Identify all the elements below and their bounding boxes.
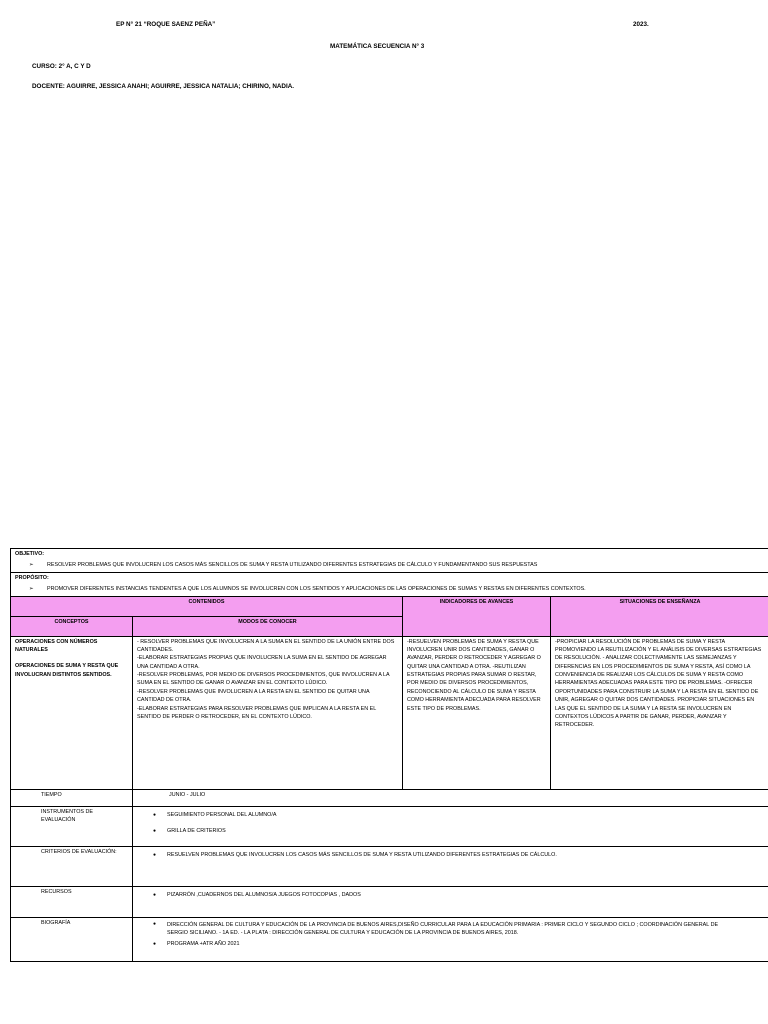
conceptos-header: CONCEPTOS bbox=[11, 616, 133, 636]
header-row-1 bbox=[11, 596, 768, 616]
criterios-label: CRITERIOS DE EVALUACIÓN: bbox=[11, 846, 133, 886]
course-line: CURSO: 2° A, C Y D bbox=[32, 63, 91, 70]
criterios-cell bbox=[133, 846, 768, 886]
instrumentos-cell bbox=[133, 806, 768, 846]
round-bullet-icon: ● bbox=[153, 941, 157, 948]
modo-4: -RESOLVER PROBLEMAS QUE INVOLUCREN A LA RESTA EN EL SENTIDO DE QUITAR UNA CANTIDAD DE OTRA. bbox=[137, 688, 370, 704]
purpose-label: PROPÓSITO: bbox=[11, 572, 768, 583]
objective-row bbox=[11, 559, 768, 572]
tiempo-label: TIEMPO bbox=[11, 789, 133, 806]
indicadores-header: INDICADORES DE AVANCES bbox=[403, 596, 551, 636]
biografia-cell bbox=[133, 917, 768, 961]
teachers-line: DOCENTE: AGUIRRE, JESSICA ANAHI; AGUIRRE, JESSICA NATALIA; CHIRINO, NADIA. bbox=[32, 83, 295, 90]
school-year: 2023. bbox=[633, 21, 649, 28]
situaciones-cell: -PROPICIAR LA RESOLUCIÓN DE PROBLEMAS DE SUMA Y RESTA PROMOVIENDO LA REUTILIZACIÓN Y EL ANÁLISIS DE DIVERSAS ESTRATEGIAS DE RESOLUCIÓN. - ANALIZAR COLECTIVAMENTE LAS SEMEJANZAS Y DIFERENCIAS EN LOS PROCEDIMIENTOS DE SUMA Y RESTA, ASÍ COMO LA CONVENIENCIA DE REALIZAR LOS CÁLCULOS DE SUMA Y RESTA COMO HERRAMIENTAS ADECUADAS PARA ESTE TIPO DE PROBLEMAS. -OFRECER OPORTUNIDADES PARA CONSTRUIR LA SUMA Y LA RESTA EN EL SENTIDO DE UNIR, AGREGAR O QUITAR DOS CANTIDADES. PROPICIAR SITUACIONES EN LAS QUE EL SENTIDO DE LA SUMA Y LA RESTA SE INVOLUCREN EN CONTEXTOS LÚDICOS A PARTIR DE GANAR, PERDER, AVANZAR Y RETROCEDER. bbox=[551, 636, 768, 789]
recursos-row bbox=[11, 886, 768, 917]
indicadores-cell: -RESUELVEN PROBLEMAS DE SUMA Y RESTA QUE INVOLUCREN UNIR DOS CANTIDADES, GANAR O AVANZAR, PERDER O RETROCEDER Y AGREGAR O QUITAR UNA CANTIDAD A OTRA. -REUTILIZAN ESTRATEGIAS PROPIAS PARA SUMAR O RESTAR, POR MEDIO DE DIVERSOS PROCEDIMIENTOS, RECONOCIENDO AL CÁLCULO DE SUMA Y RESTA COMO HERRAMIENTA ADECUADA PARA RESOLVER ESTE TIPO DE PROBLEMAS. bbox=[403, 636, 551, 789]
round-bullet-icon: ● bbox=[153, 920, 157, 927]
round-bullet-icon: ● bbox=[153, 811, 157, 818]
arrow-bullet-icon: ➢ bbox=[29, 586, 34, 593]
situaciones-header: SITUACIONES DE ENSEÑANZA bbox=[551, 596, 768, 636]
contenidos-header: CONTENIDOS bbox=[11, 596, 403, 616]
content-row bbox=[11, 636, 768, 789]
modo-5: -ELABORAR ESTRATEGIAS PARA RESOLVER PROBLEMAS QUE IMPLICAN A LA RESTA EN EL SENTIDO DE PERDER O RETROCEDER, EN EL CONTEXTO LÚDICO. bbox=[137, 705, 377, 720]
list-item: ● DIRECCIÓN GENERAL DE CULTURA Y EDUCACIÓN DE LA PROVINCIA DE BUENOS AIRES,DISEÑO CURRICULAR PARA LA EDUCACIÓN PRIMARIA : PRIMER CICLO Y SEGUNDO CICLO ; COORDINACIÓN GENERAL DE SERGIO SICILIANO. - 1A ED. - LA PLATA : DIRECCIÓN GENERAL DE CULTURA Y EDUCACIÓN DE LA PROVINCIA DE BUENOS AIRES, 2018. bbox=[137, 921, 765, 938]
list-item: ● PIZARRÓN ,CUADERNOS DEL ALUMNOS/A JUEGOS FOTOCOPIAS , DADOS bbox=[137, 891, 765, 900]
modos-header: MODOS DE CONOCER bbox=[133, 616, 403, 636]
concepto-1: OPERACIONES CON NÚMEROS NATURALES bbox=[15, 638, 98, 653]
purpose-row bbox=[11, 583, 768, 596]
list-item: ● PROGRAMA +ATR AÑO 2021 bbox=[137, 940, 765, 949]
biografia-row bbox=[11, 917, 768, 961]
round-bullet-icon: ● bbox=[153, 891, 157, 898]
criterios-row bbox=[11, 846, 768, 886]
conceptos-cell bbox=[11, 636, 133, 789]
objective-text: RESOLVER PROBLEMAS QUE INVOLUCREN LOS CASOS MÁS SENCILLOS DE SUMA Y RESTA UTILIZANDO DIFERENTES ESTRATEGIAS DE CÁLCULO Y FUNDAMENTANDO SUS RESPUESTAS bbox=[47, 562, 538, 569]
modos-cell bbox=[133, 636, 403, 789]
instrumentos-label: INSTRUMENTOS DE EVALUACIÓN bbox=[11, 806, 133, 846]
recursos-cell bbox=[133, 886, 768, 917]
objective-label: OBJETIVO: bbox=[11, 549, 768, 560]
concepto-2: OPERACIONES DE SUMA Y RESTA QUE INVOLUCRAN DISTINTOS SENTIDOS. bbox=[15, 663, 119, 678]
modo-3: -RESOLVER PROBLEMAS, POR MEDIO DE DIVERSOS PROCEDIMIENTOS, QUE INVOLUCREN A LA SUMA EN EL SENTIDO DE GANAR O AVANZAR EN EL CONTEXTO LÚDICO. bbox=[137, 672, 390, 687]
round-bullet-icon: ● bbox=[153, 851, 157, 858]
modo-1: - RESOLVER PROBLEMAS QUE INVOLUCREN A LA SUMA EN EL SENTIDO DE LA UNIÓN ENTRE DOS CANTIDADES. bbox=[137, 638, 395, 653]
document-title: MATEMÁTICA SECUENCIA N° 3 bbox=[330, 43, 425, 50]
biografia-label: BIOGRAFÍA bbox=[11, 917, 133, 961]
list-item: ● RESUELVEN PROBLEMAS QUE INVOLUCREN LOS CASOS MÁS SENCILLOS DE SUMA Y RESTA UTILIZANDO DIFERENTES ESTRATEGIAS DE CÁLCULO. bbox=[137, 851, 765, 860]
purpose-label-row bbox=[11, 572, 768, 583]
recursos-label: RECURSOS bbox=[11, 886, 133, 917]
modo-2: -ELABORAR ESTRATEGIAS PROPIAS QUE INVOLUCREN LA SUMA EN EL SENTIDO DE AGREGAR UNA CANTIDAD A OTRA. bbox=[137, 655, 387, 670]
round-bullet-icon: ● bbox=[153, 828, 157, 835]
school-name: EP N° 21 “ROQUE SAENZ PEÑA” bbox=[116, 21, 216, 28]
purpose-text: PROMOVER DIFERENTES INSTANCIAS TENDENTES A QUE LOS ALUMNOS SE INVOLUCREN CON LOS SENTIDOS Y APLICACIONES DE LAS OPERACIONES DE SUMAS Y RESTAS EN DIFERENTES CONTEXTOS. bbox=[47, 586, 586, 593]
objective-label-row bbox=[11, 549, 768, 560]
list-item: ● SEGUIMIENTO PERSONAL DEL ALUMNO/A bbox=[137, 811, 765, 820]
list-item: ● GRILLA DE CRITERIOS bbox=[137, 827, 765, 836]
arrow-bullet-icon: ➢ bbox=[29, 562, 34, 569]
instrumentos-row bbox=[11, 806, 768, 846]
planning-table bbox=[10, 548, 768, 962]
tiempo-row bbox=[11, 789, 768, 806]
tiempo-value: JUNIO - JULIO bbox=[133, 789, 768, 806]
